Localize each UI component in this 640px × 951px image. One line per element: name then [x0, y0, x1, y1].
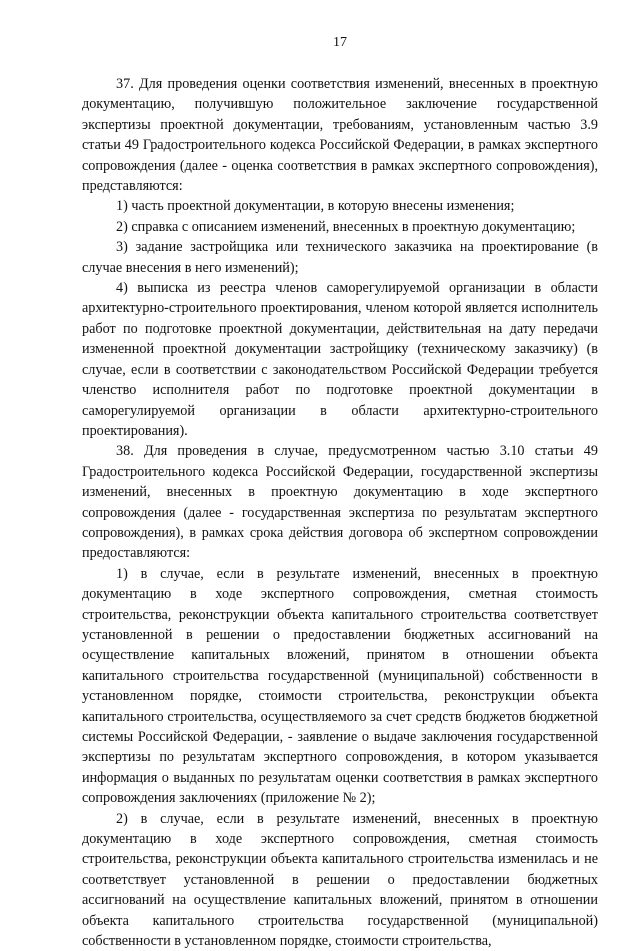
page-number: 17	[333, 35, 347, 50]
paragraph-37: 37. Для проведения оценки соответствия изменений, внесенных в проектную документацию, получившую положительное заключение государственной экспертизы проектной документации, требованиям, установленным частью 3.9 статьи 49 Градостроительного кодекса Российской Федерации, в рамках экспертного сопровождения (далее - оценка соответствия в рамках экспертного сопровождения), представляются:	[82, 76, 598, 195]
paragraph-37-item-3: 3) задание застройщика или технического заказчика на проектирование (в случае внесения в него изменений);	[82, 239, 598, 276]
paragraph-38-item-1: 1) в случае, если в результате изменений, внесенных в проектную документацию в ходе экспертного сопровождения, сметная стоимость строительства, реконструкции объекта капитального строительства соответствует установленной в решении о предоставлении бюджетных ассигнований на осуществление капитальных вложений, принятом в отношении объекта капитального строительства государственной (муниципальной) собственности в установленном порядке, стоимости строительства, реконструкции объекта капитального строительства, осуществляемого за счет средств бюджетов бюджетной системы Российской Федерации, - заявление о выдаче заключения государственной экспертизы по результатам экспертного сопровождения, в котором указывается информация о выданных по результатам оценки соответствия в рамках экспертного сопровождения заключениях (приложение № 2);	[82, 565, 598, 807]
paragraph-37-item-1: 1) часть проектной документации, в которую внесены изменения;	[116, 198, 515, 215]
paragraph-37-item-4: 4) выписка из реестра членов саморегулируемой организации в области архитектурно-строительного проектирования, членом которой является исполнитель работ по подготовке проектной документации, действительная на дату передачи измененной проектной документации застройщику (техническому заказчику) (в случае, если в соответствии с законодательством Российской Федерации требуется членство исполнителя работ по подготовке проектной документации в саморегулируемой организации в области архитектурно-строительного проектирования).	[82, 280, 598, 439]
paragraph-38: 38. Для проведения в случае, предусмотренном частью 3.10 статьи 49 Градостроительного кодекса Российской Федерации, государственной экспертизы изменений, внесенных в проектную документацию в ходе экспертного сопровождения (далее - государственная экспертиза по результатам экспертного сопровождения), в рамках срока действия договора об экспертном сопровождении предоставляются:	[82, 443, 598, 562]
paragraph-38-item-2: 2) в случае, если в результате изменений, внесенных в проектную документацию в ходе экспертного сопровождения, сметная стоимость строительства, реконструкции объекта капитального строительства изменилась и не соответствует установленной в решении о предоставлении бюджетных ассигнований на осуществление капитальных вложений, принятом в отношении объекта капитального строительства государственной (муниципальной) собственности в установленном порядке, стоимости строительства,	[82, 810, 598, 950]
paragraph-37-item-2: 2) справка с описанием изменений, внесенных в проектную документацию;	[116, 218, 576, 235]
